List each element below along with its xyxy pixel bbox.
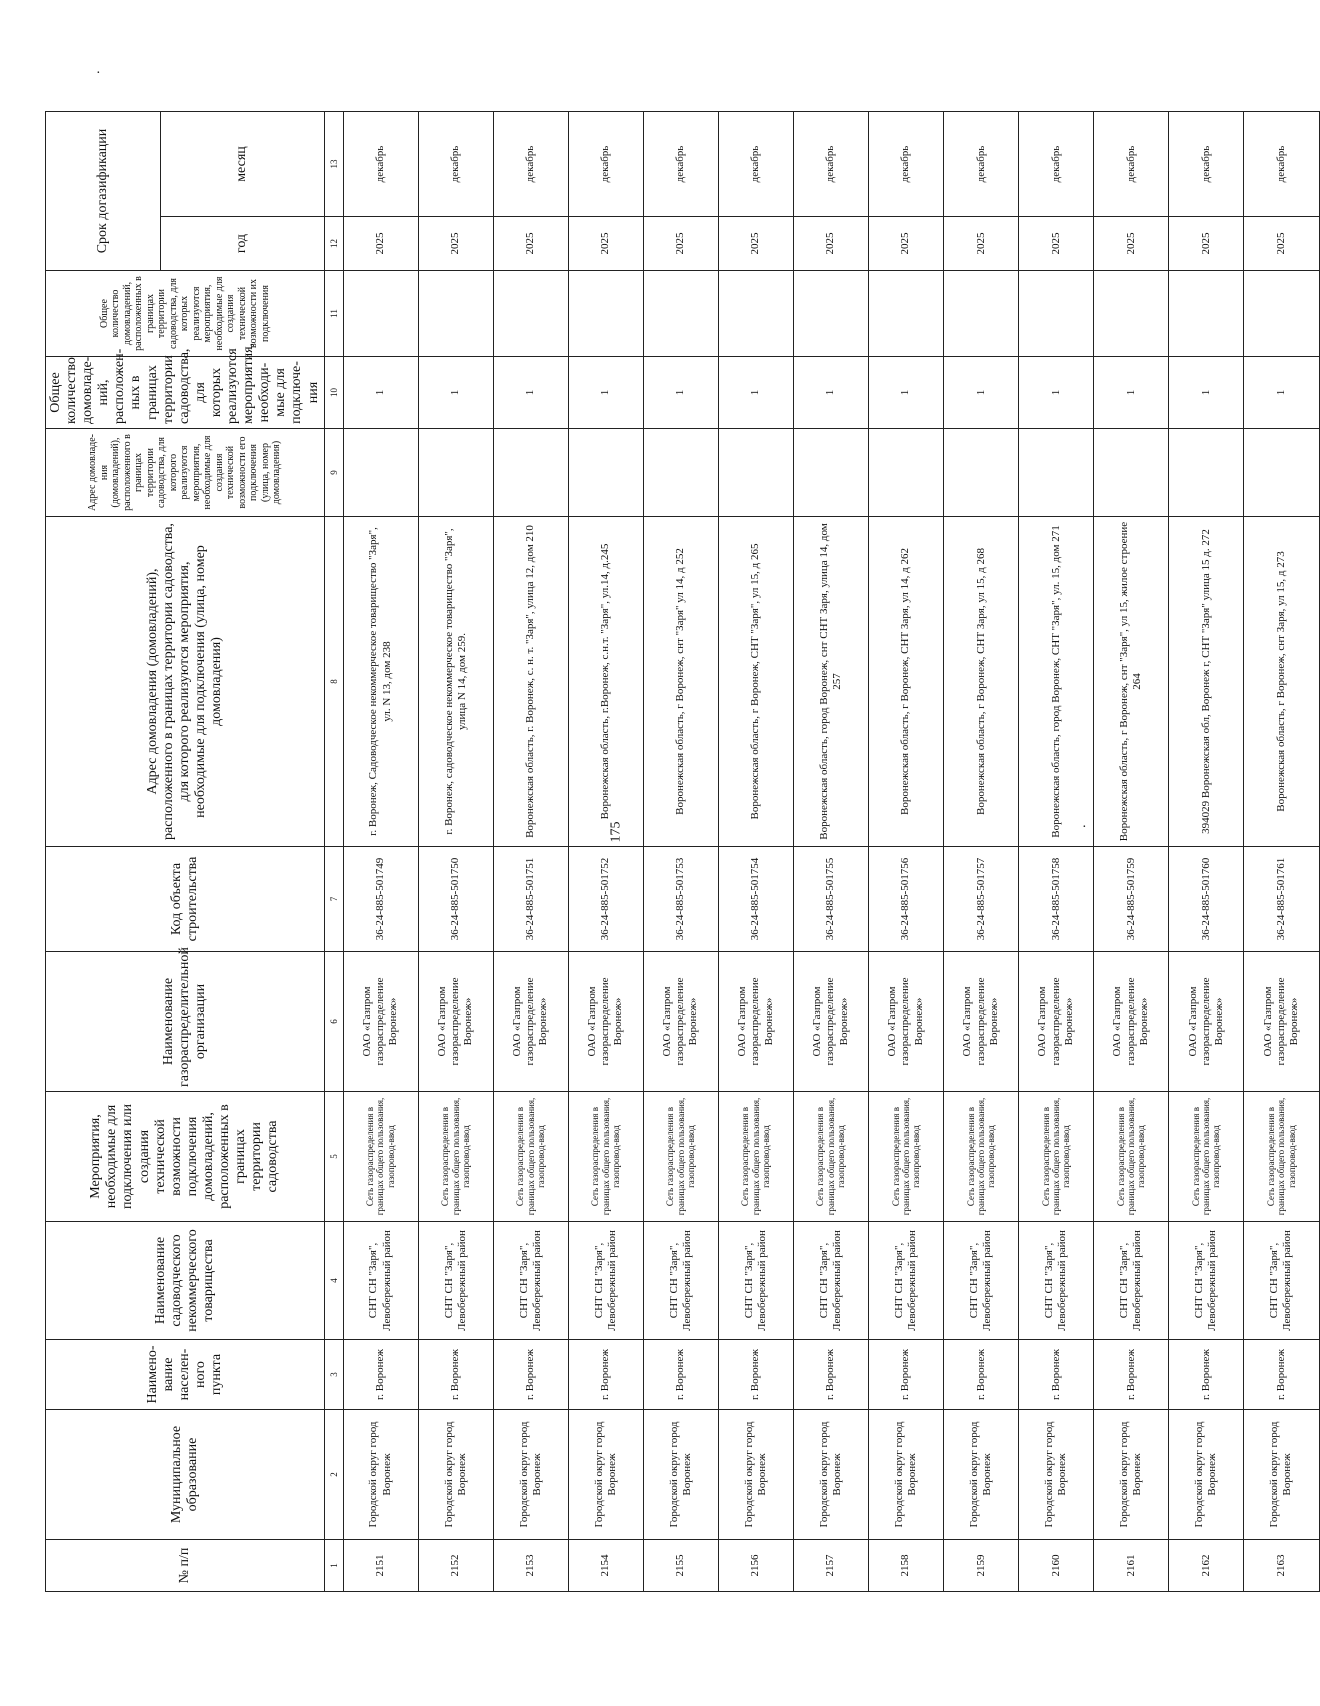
cell-count-connect: 1 [568, 357, 643, 429]
cell-partnership: СНТ СН "Заря", Левобережный район [493, 1222, 568, 1340]
scan-speck: · [96, 66, 101, 81]
cell-year: 2025 [1019, 217, 1094, 271]
column-number: 4 [324, 1222, 343, 1340]
cell-municipality: Городской округ город Воронеж [718, 1410, 793, 1540]
rotated-sheet [45, 112, 1301, 1592]
cell-count-connect: 1 [1169, 357, 1244, 429]
cell-count-tech [643, 271, 718, 357]
cell-partnership: СНТ СН "Заря", Левобережный район [418, 1222, 493, 1340]
header-partnership: Наименование садоводческого некоммерческого товарищества [46, 1222, 325, 1340]
cell-num: 2156 [718, 1540, 793, 1592]
cell-count-tech [1094, 271, 1169, 357]
header-count-connect: Общее количество домовладе-ний, расположен-ных в границах территории садоводства, для которых реализуются мероприятия, необходи-мые для подключе-ния [46, 357, 325, 429]
cell-month: декабрь [1094, 112, 1169, 217]
cell-measures: Сеть газораспределения в границах общего пользования, газопровод-ввод [1169, 1092, 1244, 1222]
cell-year: 2025 [1244, 217, 1319, 271]
cell-month: декабрь [1019, 112, 1094, 217]
cell-gdo: ОАО «Газпром газораспределение Воронеж» [343, 952, 418, 1092]
cell-address: Воронежская область, г Воронеж, снт "Заря" ул 14, д 252 [643, 517, 718, 847]
table-row [1169, 112, 1244, 1592]
cell-address: Воронежская область, г Воронеж, снт "Заря", ул 15, жилое строение 264 [1094, 517, 1169, 847]
cell-partnership: СНТ СН "Заря", Левобережный район [869, 1222, 944, 1340]
cell-address: Воронежская область, город Воронеж, снт СНТ Заря, улица 14, дом 257 [793, 517, 868, 847]
cell-num: 2162 [1169, 1540, 1244, 1592]
cell-measures: Сеть газораспределения в границах общего пользования, газопровод-ввод [343, 1092, 418, 1222]
cell-month: декабрь [1244, 112, 1319, 217]
cell-object-code: 36-24-885-501757 [944, 847, 1019, 952]
page-number: 175 [608, 821, 624, 843]
cell-municipality: Городской округ город Воронеж [1244, 1410, 1319, 1540]
cell-month: декабрь [1169, 112, 1244, 217]
cell-object-code: 36-24-885-501760 [1169, 847, 1244, 952]
cell-settlement: г. Воронеж [643, 1340, 718, 1410]
table-row [869, 112, 944, 1592]
header-municipality: Муниципальное образование [46, 1410, 325, 1540]
cell-object-code: 36-24-885-501750 [418, 847, 493, 952]
cell-address-tech [944, 429, 1019, 517]
cell-num: 2151 [343, 1540, 418, 1592]
cell-num: 2154 [568, 1540, 643, 1592]
cell-municipality: Городской округ город Воронеж [418, 1410, 493, 1540]
cell-partnership: СНТ СН "Заря", Левобережный район [944, 1222, 1019, 1340]
cell-municipality: Городской округ город Воронеж [1169, 1410, 1244, 1540]
cell-partnership: СНТ СН "Заря", Левобережный район [1169, 1222, 1244, 1340]
cell-measures: Сеть газораспределения в границах общего пользования, газопровод-ввод [869, 1092, 944, 1222]
cell-year: 2025 [643, 217, 718, 271]
cell-month: декабрь [718, 112, 793, 217]
cell-measures: Сеть газораспределения в границах общего пользования, газопровод-ввод [793, 1092, 868, 1222]
header-year: год [161, 217, 325, 271]
cell-settlement: г. Воронеж [1019, 1340, 1094, 1410]
table-row [944, 112, 1019, 1592]
header-gdo: Наименование газораспределительной организации [46, 952, 325, 1092]
cell-year: 2025 [1094, 217, 1169, 271]
cell-object-code: 36-24-885-501756 [869, 847, 944, 952]
cell-settlement: г. Воронеж [869, 1340, 944, 1410]
header-measures: Мероприятия, необходимые для подключения или создания технической возможности подключения домовладений, расположенных в границах территории садоводства [46, 1092, 325, 1222]
cell-object-code: 36-24-885-501749 [343, 847, 418, 952]
cell-measures: Сеть газораспределения в границах общего пользования, газопровод-ввод [718, 1092, 793, 1222]
cell-count-connect: 1 [869, 357, 944, 429]
cell-gdo: ОАО «Газпром газораспределение Воронеж» [1094, 952, 1169, 1092]
cell-num: 2152 [418, 1540, 493, 1592]
cell-count-tech [568, 271, 643, 357]
cell-municipality: Городской округ город Воронеж [493, 1410, 568, 1540]
cell-count-tech [1169, 271, 1244, 357]
cell-month: декабрь [793, 112, 868, 217]
cell-year: 2025 [1169, 217, 1244, 271]
table-header [46, 112, 344, 1592]
cell-year: 2025 [493, 217, 568, 271]
header-address: Адрес домовладения (домовладений), расположенного в границах территории садоводства, для которого реализуются мероприятия, необходимые для подключения (улица, номер домовладения) [46, 517, 325, 847]
cell-object-code: 36-24-885-501753 [643, 847, 718, 952]
cell-count-connect: 1 [493, 357, 568, 429]
cell-settlement: г. Воронеж [944, 1340, 1019, 1410]
cell-num: 2161 [1094, 1540, 1169, 1592]
cell-month: декабрь [343, 112, 418, 217]
cell-num: 2153 [493, 1540, 568, 1592]
cell-num: 2157 [793, 1540, 868, 1592]
cell-settlement: г. Воронеж [1094, 1340, 1169, 1410]
cell-settlement: г. Воронеж [1244, 1340, 1319, 1410]
cell-address: Воронежская область, г Воронеж, СНТ Заря, ул 15, д 268 [944, 517, 1019, 847]
cell-address-tech [568, 429, 643, 517]
column-number: 10 [324, 357, 343, 429]
table-row [343, 112, 418, 1592]
column-number: 1 [324, 1540, 343, 1592]
cell-object-code: 36-24-885-501751 [493, 847, 568, 952]
cell-gdo: ОАО «Газпром газораспределение Воронеж» [1169, 952, 1244, 1092]
cell-object-code: 36-24-885-501761 [1244, 847, 1319, 952]
column-number: 2 [324, 1410, 343, 1540]
cell-settlement: г. Воронеж [718, 1340, 793, 1410]
column-number: 13 [324, 112, 343, 217]
header-count-tech: Общее количество домовладений, расположенных в границах территории садоводства, для которых реализуются мероприятия, необходимые для создания технической возможности их подключения [46, 271, 325, 357]
cell-count-connect: 1 [643, 357, 718, 429]
cell-count-tech [869, 271, 944, 357]
column-number: 12 [324, 217, 343, 271]
cell-count-tech [418, 271, 493, 357]
cell-year: 2025 [718, 217, 793, 271]
cell-partnership: СНТ СН "Заря", Левобережный район [793, 1222, 868, 1340]
header-num: № п/п [46, 1540, 325, 1592]
cell-address-tech [1094, 429, 1169, 517]
cell-municipality: Городской округ город Воронеж [793, 1410, 868, 1540]
cell-gdo: ОАО «Газпром газораспределение Воронеж» [418, 952, 493, 1092]
header-object-code: Код объекта строительства [46, 847, 325, 952]
cell-settlement: г. Воронеж [418, 1340, 493, 1410]
column-number: 5 [324, 1092, 343, 1222]
cell-address: Воронежская область, город Воронеж, СНТ "Заря", ул. 15, дом 271 [1019, 517, 1094, 847]
cell-municipality: Городской округ город Воронеж [1019, 1410, 1094, 1540]
cell-address-tech [1169, 429, 1244, 517]
cell-address-tech [643, 429, 718, 517]
cell-num: 2163 [1244, 1540, 1319, 1592]
cell-count-tech [718, 271, 793, 357]
gasification-table [45, 111, 1320, 1592]
cell-gdo: ОАО «Газпром газораспределение Воронеж» [493, 952, 568, 1092]
cell-measures: Сеть газораспределения в границах общего пользования, газопровод-ввод [643, 1092, 718, 1222]
table-row [418, 112, 493, 1592]
column-number: 9 [324, 429, 343, 517]
cell-year: 2025 [418, 217, 493, 271]
table-row [793, 112, 868, 1592]
cell-gdo: ОАО «Газпром газораспределение Воронеж» [869, 952, 944, 1092]
cell-partnership: СНТ СН "Заря", Левобережный район [718, 1222, 793, 1340]
cell-measures: Сеть газораспределения в границах общего пользования, газопровод-ввод [1094, 1092, 1169, 1222]
cell-settlement: г. Воронеж [343, 1340, 418, 1410]
header-address-tech: Адрес домовладе-ния (домовладений), расположенного в границах территории садоводства, для которого реализуются мероприятия, необходимые для создания технической возможности его подключения (улица, номер домовладения) [46, 429, 325, 517]
cell-address-tech [1019, 429, 1094, 517]
cell-year: 2025 [944, 217, 1019, 271]
cell-measures: Сеть газораспределения в границах общего пользования, газопровод-ввод [1244, 1092, 1319, 1222]
column-number: 7 [324, 847, 343, 952]
cell-measures: Сеть газораспределения в границах общего пользования, газопровод-ввод [568, 1092, 643, 1222]
cell-month: декабрь [944, 112, 1019, 217]
table-row [643, 112, 718, 1592]
cell-gdo: ОАО «Газпром газораспределение Воронеж» [568, 952, 643, 1092]
table-row [568, 112, 643, 1592]
header-term: Срок догазификации [46, 112, 161, 271]
cell-count-connect: 1 [1094, 357, 1169, 429]
table-body [343, 112, 1319, 1592]
cell-month: декабрь [493, 112, 568, 217]
cell-address-tech [793, 429, 868, 517]
cell-object-code: 36-24-885-501759 [1094, 847, 1169, 952]
column-number: 3 [324, 1340, 343, 1410]
cell-partnership: СНТ СН "Заря", Левобережный район [568, 1222, 643, 1340]
cell-partnership: СНТ СН "Заря", Левобережный район [1094, 1222, 1169, 1340]
header-settlement: Наимено-вание населен-ного пункта [46, 1340, 325, 1410]
column-number: 8 [324, 517, 343, 847]
cell-year: 2025 [343, 217, 418, 271]
cell-partnership: СНТ СН "Заря", Левобережный район [1244, 1222, 1319, 1340]
cell-address: 394029 Воронежская обл, Воронеж г, СНТ "Заря" улица 15 д. 272 [1169, 517, 1244, 847]
cell-address: Воронежская область, г.Воронеж, с.н.т. "Заря", ул.14, д.245 [568, 517, 643, 847]
cell-year: 2025 [793, 217, 868, 271]
cell-address: Воронежская область, г Воронеж, снт Заря, ул 15, д 273 [1244, 517, 1319, 847]
cell-partnership: СНТ СН "Заря", Левобережный район [343, 1222, 418, 1340]
cell-count-tech [343, 271, 418, 357]
cell-count-connect: 1 [418, 357, 493, 429]
cell-num: 2159 [944, 1540, 1019, 1592]
cell-address-tech [869, 429, 944, 517]
cell-month: декабрь [568, 112, 643, 217]
cell-count-tech [493, 271, 568, 357]
cell-gdo: ОАО «Газпром газораспределение Воронеж» [718, 952, 793, 1092]
table-row [1094, 112, 1169, 1592]
cell-address: г. Воронеж, Садоводческое некоммерческое товарищество "Заря", ул. N 13, дом 238 [343, 517, 418, 847]
cell-count-connect: 1 [718, 357, 793, 429]
cell-month: декабрь [869, 112, 944, 217]
cell-measures: Сеть газораспределения в границах общего пользования, газопровод-ввод [493, 1092, 568, 1222]
cell-address-tech [493, 429, 568, 517]
cell-count-tech [1244, 271, 1319, 357]
cell-settlement: г. Воронеж [493, 1340, 568, 1410]
cell-address: Воронежская область, г. Воронеж, с. н. т. "Заря", улица 12, дом 210 [493, 517, 568, 847]
cell-settlement: г. Воронеж [793, 1340, 868, 1410]
cell-address-tech [343, 429, 418, 517]
table-row [718, 112, 793, 1592]
cell-num: 2158 [869, 1540, 944, 1592]
table-row [1244, 112, 1319, 1592]
cell-month: декабрь [418, 112, 493, 217]
cell-measures: Сеть газораспределения в границах общего пользования, газопровод-ввод [944, 1092, 1019, 1222]
cell-municipality: Городской округ город Воронеж [568, 1410, 643, 1540]
cell-gdo: ОАО «Газпром газораспределение Воронеж» [944, 952, 1019, 1092]
cell-gdo: ОАО «Газпром газораспределение Воронеж» [1244, 952, 1319, 1092]
cell-count-connect: 1 [343, 357, 418, 429]
cell-address-tech [418, 429, 493, 517]
cell-num: 2155 [643, 1540, 718, 1592]
cell-address: Воронежская область, г Воронеж, СНТ Заря, ул 14, д 262 [869, 517, 944, 847]
cell-month: декабрь [643, 112, 718, 217]
cell-count-connect: 1 [1244, 357, 1319, 429]
cell-object-code: 36-24-885-501758 [1019, 847, 1094, 952]
cell-gdo: ОАО «Газпром газораспределение Воронеж» [643, 952, 718, 1092]
cell-object-code: 36-24-885-501752 [568, 847, 643, 952]
column-number: 6 [324, 952, 343, 1092]
cell-municipality: Городской округ город Воронеж [343, 1410, 418, 1540]
cell-measures: Сеть газораспределения в границах общего пользования, газопровод-ввод [1019, 1092, 1094, 1222]
header-month: месяц [161, 112, 325, 217]
cell-count-tech [1019, 271, 1094, 357]
cell-year: 2025 [869, 217, 944, 271]
scan-speck: · [1082, 820, 1087, 835]
cell-gdo: ОАО «Газпром газораспределение Воронеж» [793, 952, 868, 1092]
cell-municipality: Городской округ город Воронеж [869, 1410, 944, 1540]
cell-address: Воронежская область, г Воронеж, СНТ "Заря", ул 15, д 265 [718, 517, 793, 847]
cell-address-tech [1244, 429, 1319, 517]
cell-gdo: ОАО «Газпром газораспределение Воронеж» [1019, 952, 1094, 1092]
cell-object-code: 36-24-885-501755 [793, 847, 868, 952]
cell-count-connect: 1 [1019, 357, 1094, 429]
table-row [493, 112, 568, 1592]
cell-address: г. Воронеж, садоводческое некоммерческое товарищество "Заря", улица N 14, дом 259. [418, 517, 493, 847]
column-number: 11 [324, 271, 343, 357]
cell-measures: Сеть газораспределения в границах общего пользования, газопровод-ввод [418, 1092, 493, 1222]
cell-municipality: Городской округ город Воронеж [643, 1410, 718, 1540]
cell-year: 2025 [568, 217, 643, 271]
cell-count-connect: 1 [944, 357, 1019, 429]
cell-partnership: СНТ СН "Заря", Левобережный район [1019, 1222, 1094, 1340]
table-row [1019, 112, 1094, 1592]
cell-count-tech [793, 271, 868, 357]
cell-partnership: СНТ СН "Заря", Левобережный район [643, 1222, 718, 1340]
cell-address-tech [718, 429, 793, 517]
cell-municipality: Городской округ город Воронеж [1094, 1410, 1169, 1540]
cell-num: 2160 [1019, 1540, 1094, 1592]
cell-settlement: г. Воронеж [568, 1340, 643, 1410]
cell-count-connect: 1 [793, 357, 868, 429]
cell-municipality: Городской округ город Воронеж [944, 1410, 1019, 1540]
cell-object-code: 36-24-885-501754 [718, 847, 793, 952]
cell-count-tech [944, 271, 1019, 357]
cell-settlement: г. Воронеж [1169, 1340, 1244, 1410]
